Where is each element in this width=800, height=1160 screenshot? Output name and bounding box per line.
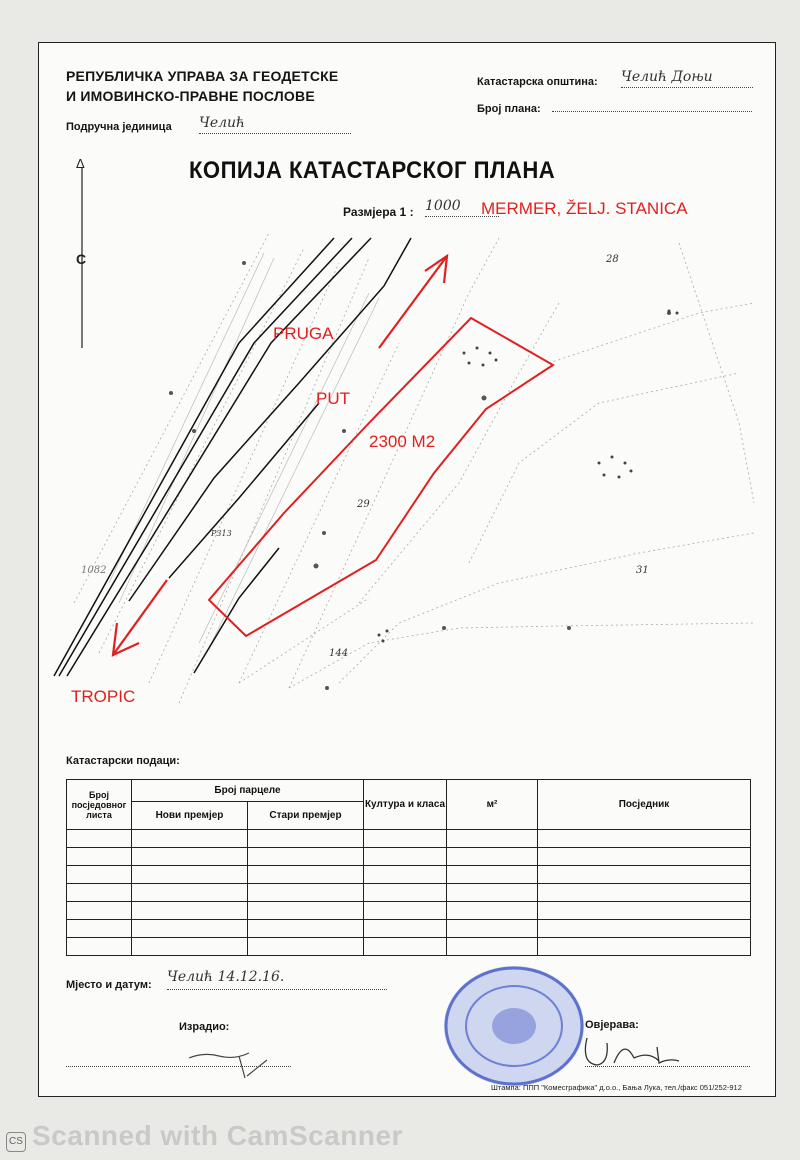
north-arrow-icon: Δ <box>76 156 85 171</box>
cadastral-municipality-label: Катастарска општина: <box>477 76 598 88</box>
plan-number-label: Број плана: <box>477 103 541 115</box>
made-by-label: Израдио: <box>179 1021 230 1033</box>
cadastral-plan-sheet <box>38 42 776 1097</box>
annotation-railway: PRUGA <box>273 324 334 343</box>
annotation-tropic: TROPIC <box>71 687 136 706</box>
table-row <box>67 884 751 902</box>
authority-line-2: И ИМОВИНСКО-ПРАВНЕ ПОСЛОВЕ <box>66 88 315 104</box>
header-old-survey: Стари премјер <box>248 802 364 830</box>
made-by-signature <box>179 1038 289 1083</box>
table-row <box>67 902 751 920</box>
annotation-area: 2300 M2 <box>369 432 436 451</box>
arrow-down-line <box>113 580 167 655</box>
regional-unit-value: Челић <box>199 115 351 134</box>
annotation-road: PUT <box>316 389 350 408</box>
header-m2: м² <box>447 780 538 830</box>
header-culture-class: Култура и класа <box>364 780 447 830</box>
document-title: КОПИЈА КАТАСТАРСКОГ ПЛАНА <box>189 157 556 184</box>
railway-lines <box>54 238 411 676</box>
parcel-label-31: 31 <box>636 565 649 576</box>
header-owner: Посједник <box>538 780 751 830</box>
scale-label: Размјера 1 : <box>343 205 414 219</box>
print-credit: Штампа: ППП "Комесграфика" д.о.о., Бања Лука, тел./факс 051/252-912 <box>491 1083 742 1092</box>
parcel-label-1082: 1082 <box>81 565 107 576</box>
north-letter: С <box>76 251 87 267</box>
header-new-survey: Нови премјер <box>132 802 248 830</box>
survey-lines <box>74 233 754 703</box>
parcel-label-28: 28 <box>606 254 619 265</box>
place-date-value: Челић 14.12.16. <box>167 969 387 990</box>
cadastral-data-label: Катастарски подаци: <box>66 755 180 767</box>
scanner-watermark: Scanned with CamScanner <box>32 1120 403 1151</box>
parcel-label-29: 29 <box>357 499 370 510</box>
header-parcel-number: Број парцеле <box>132 780 364 802</box>
table-row <box>67 920 751 938</box>
cadastral-map <box>39 43 777 743</box>
certified-label: Овјерава: <box>585 1019 639 1031</box>
official-stamp <box>439 961 589 1091</box>
parcel-outline <box>209 318 553 636</box>
authority-line-1: РЕПУБЛИЧКА УПРАВА ЗА ГЕОДЕТСКЕ <box>66 68 339 84</box>
place-date-label: Мјесто и датум: <box>66 979 152 991</box>
header-holding-sheet: Број посједовног листа <box>67 780 132 830</box>
parcel-label-144: 144 <box>329 648 349 659</box>
table-row <box>67 866 751 884</box>
survey-points <box>169 261 671 690</box>
cadastral-data-table <box>66 779 751 956</box>
regional-unit-label: Подручна јединица <box>66 121 172 133</box>
arrow-up-line <box>379 256 447 348</box>
annotation-marble-station: MERMER, ŽELJ. STANICA <box>481 199 688 218</box>
cadastral-municipality-value: Челић Доњи <box>621 69 753 88</box>
railway-strips <box>109 253 379 648</box>
scale-value: 1000 <box>425 198 499 217</box>
table-row <box>67 938 751 956</box>
table-row <box>67 830 751 848</box>
table-row <box>67 848 751 866</box>
camscanner-badge-icon: CS <box>6 1132 26 1152</box>
point-label-p313: Р313 <box>211 529 232 538</box>
certified-signature <box>579 1033 689 1073</box>
orchard-symbols <box>378 310 679 643</box>
